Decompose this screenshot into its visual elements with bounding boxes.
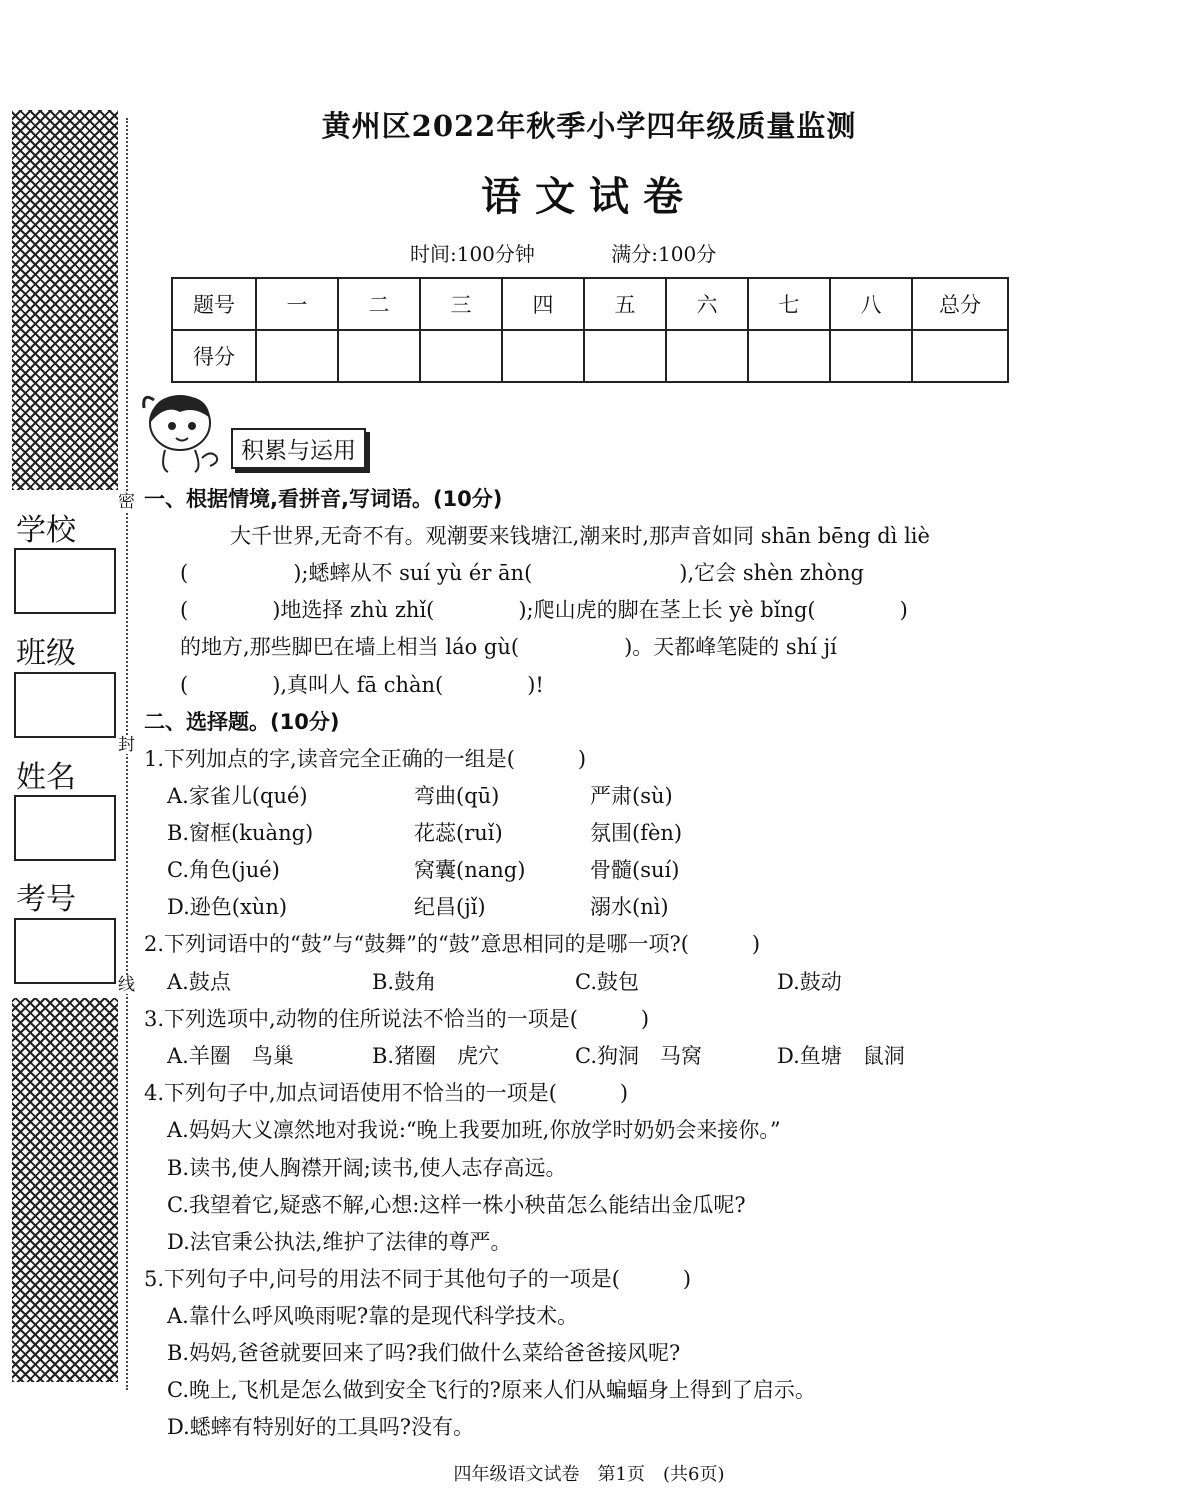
score-table-score-row — [172, 330, 1008, 382]
exam-number-label: 考号 — [16, 882, 76, 917]
score-cell: 四 — [502, 278, 584, 330]
q2-4-stem: 4.下列句子中,加点词语使用不恰当的一项是( ) — [144, 1081, 629, 1105]
score-input[interactable] — [256, 330, 338, 382]
exam-number-field[interactable] — [14, 918, 116, 984]
score-cell: 得分 — [172, 330, 256, 382]
q2-1-option: 花蕊(ruǐ) — [414, 821, 503, 845]
q2-1-option: 氛围(fèn) — [590, 821, 683, 845]
score-cell: 三 — [420, 278, 502, 330]
score-cell: 二 — [338, 278, 420, 330]
score-table — [171, 277, 1009, 383]
q2-3-option: C.狗洞 马窝 — [575, 1044, 702, 1068]
page-footer: 四年级语文试卷 第1页 (共6页) — [453, 1464, 725, 1485]
time-limit: 时间:100分钟 — [410, 242, 535, 266]
seal-char-xian: 线 — [118, 975, 135, 995]
score-input[interactable] — [420, 330, 502, 382]
q1-line: ( );蟋蟀从不 suí yù ér ān( ),它会 shèn zhòng — [180, 561, 864, 585]
q1-line: 的地方,那些脚巴在墙上相当 láo gù( )。天都峰笔陡的 shí jí — [180, 635, 837, 659]
q2-4-option: B.读书,使人胸襟开阔;读书,使人志存高远。 — [167, 1156, 567, 1180]
q2-1-stem: 1.下列加点的字,读音完全正确的一组是( ) — [144, 747, 587, 771]
q2-4-option: C.我望着它,疑惑不解,心想:这样一株小秧苗怎么能结出金瓜呢? — [167, 1193, 746, 1217]
score-table-header-row — [172, 278, 1008, 330]
q1-line: 大千世界,无奇不有。观潮要来钱塘江,潮来时,那声音如同 shān bēng dì liè — [230, 524, 930, 548]
q2-3-option: A.羊圈 鸟巢 — [167, 1044, 294, 1068]
q2-2-option: C.鼓包 — [575, 970, 639, 994]
margin-pattern-bottom — [12, 998, 118, 1382]
q2-2-option: A.鼓点 — [167, 970, 231, 994]
exam-info — [410, 238, 786, 267]
seal-char-mi: 密 — [118, 492, 135, 512]
exam-title: 黄州区2022年秋季小学四年级质量监测 — [321, 109, 857, 143]
q2-1-option: A.家雀儿(qué) — [167, 784, 308, 808]
q2-5-option: D.蟋蟀有特别好的工具吗?没有。 — [167, 1415, 475, 1439]
score-cell: 题号 — [172, 278, 256, 330]
q2-5-option: C.晚上,飞机是怎么做到安全飞行的?原来人们从蝙蝠身上得到了启示。 — [167, 1378, 816, 1402]
q2-2-option: B.鼓角 — [372, 970, 437, 994]
q2-4-option: D.法官秉公执法,维护了法律的尊严。 — [167, 1230, 512, 1254]
q2-1-option: 窝囊(nang) — [414, 858, 526, 882]
section-banner: 积累与运用 — [231, 428, 366, 469]
score-cell: 总分 — [912, 278, 1008, 330]
score-cell: 七 — [748, 278, 830, 330]
q2-2-option: D.鼓动 — [777, 970, 842, 994]
q2-1-option: B.窗框(kuàng) — [167, 821, 314, 845]
q2-5-option: A.靠什么呼风唤雨呢?靠的是现代科学技术。 — [167, 1304, 579, 1328]
q2-1-option: 骨髓(suí) — [590, 858, 680, 882]
q2-1-option: 严肃(sù) — [590, 784, 673, 808]
score-cell: 六 — [666, 278, 748, 330]
q2-4-option: A.妈妈大义凛然地对我说:“晚上我要加班,你放学时奶奶会来接你。” — [167, 1118, 781, 1142]
q2-1-option: D.逊色(xùn) — [167, 895, 288, 919]
q1-line: ( ),真叫人 fā chàn( )! — [180, 673, 544, 697]
name-label: 姓名 — [16, 760, 76, 795]
exam-subject: 语文试卷 — [481, 173, 697, 220]
score-cell: 五 — [584, 278, 666, 330]
full-score: 满分:100分 — [611, 242, 717, 266]
q2-heading: 二、选择题。(10分) — [144, 710, 340, 734]
q2-2-stem: 2.下列词语中的“鼓”与“鼓舞”的“鼓”意思相同的是哪一项?( ) — [144, 932, 761, 956]
q2-1-option: 弯曲(qū) — [414, 784, 500, 808]
score-input[interactable] — [338, 330, 420, 382]
class-field[interactable] — [14, 672, 116, 738]
q2-5-option: B.妈妈,爸爸就要回来了吗?我们做什么菜给爸爸接风呢? — [167, 1341, 681, 1365]
q2-1-option: 溺水(nì) — [590, 895, 669, 919]
score-input[interactable] — [502, 330, 584, 382]
score-input[interactable] — [748, 330, 830, 382]
q1-line: ( )地选择 zhù zhǐ( );爬山虎的脚在茎上长 yè bǐng( ) — [180, 598, 908, 622]
school-field[interactable] — [14, 548, 116, 614]
q2-1-option: 纪昌(jǐ) — [414, 895, 486, 919]
class-label: 班级 — [16, 636, 76, 671]
name-field[interactable] — [14, 795, 116, 861]
q2-3-option: B.猪圈 虎穴 — [372, 1044, 500, 1068]
score-cell: 八 — [830, 278, 912, 330]
score-input[interactable] — [912, 330, 1008, 382]
q2-5-stem: 5.下列句子中,问号的用法不同于其他句子的一项是( ) — [144, 1267, 692, 1291]
seal-char-feng: 封 — [118, 735, 135, 755]
score-input[interactable] — [830, 330, 912, 382]
girl-illustration — [140, 388, 230, 473]
score-input[interactable] — [666, 330, 748, 382]
score-cell: 一 — [256, 278, 338, 330]
q2-1-option: C.角色(jué) — [167, 858, 280, 882]
school-label: 学校 — [16, 513, 76, 548]
q2-3-stem: 3.下列选项中,动物的住所说法不恰当的一项是( ) — [144, 1007, 650, 1031]
q1-heading: 一、根据情境,看拼音,写词语。(10分) — [144, 487, 503, 511]
score-input[interactable] — [584, 330, 666, 382]
q2-3-option: D.鱼塘 鼠洞 — [777, 1044, 905, 1068]
